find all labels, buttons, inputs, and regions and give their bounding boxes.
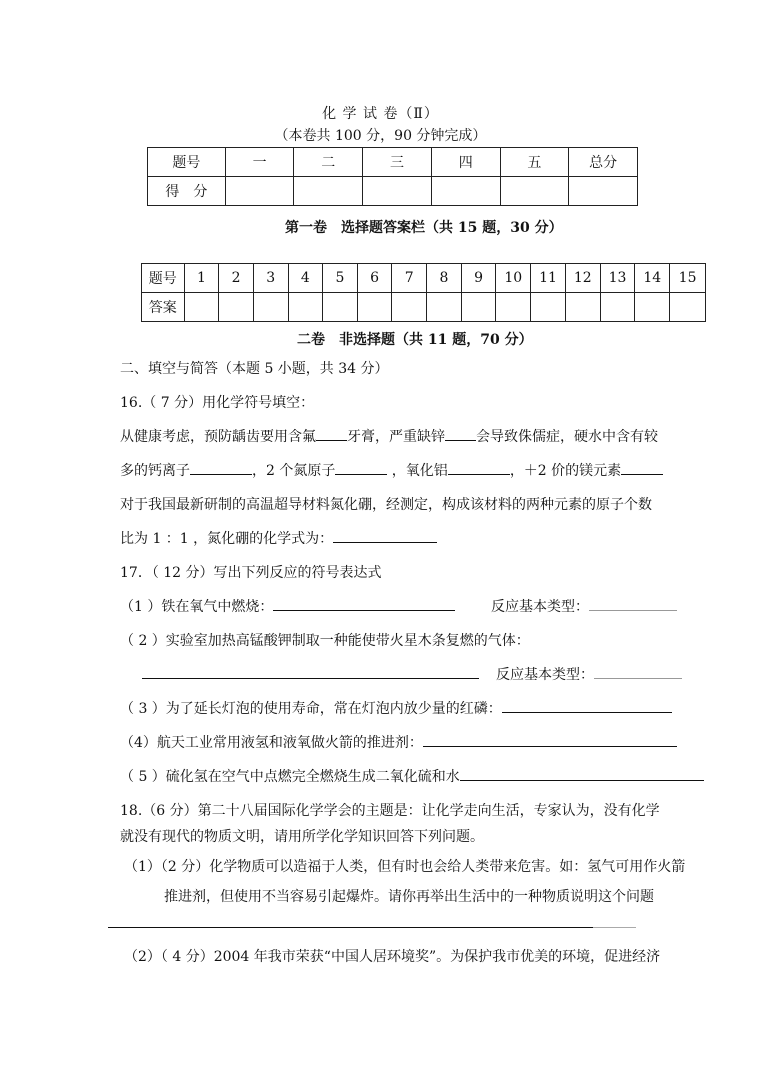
q16-line3: 对于我国最新研制的高温超导材料氮化硼，经测定，构成该材料的两种元素的原子个数 [120, 497, 652, 513]
q17-text: （4）航天工业常用液氢和液氧做火箭的推进剂： [120, 735, 423, 751]
q16-blank-zinc[interactable] [445, 426, 476, 441]
score-cell[interactable] [363, 177, 432, 206]
q17-type-blank-1[interactable] [589, 596, 677, 611]
q16-blank-calcium-ion[interactable] [190, 460, 252, 475]
score-header-label: 题号 [148, 148, 226, 177]
score-header-1: 一 [225, 148, 294, 177]
reaction-type-label: 反应基本类型： [496, 667, 594, 683]
answer-cell[interactable] [357, 293, 392, 322]
q18-line1: 18.（6 分）第二十八届国际化学学会的主题是：让化学走向生活，专家认为，没有化学 [120, 803, 660, 819]
answer-cell[interactable] [253, 293, 288, 322]
q17-part4 [120, 732, 677, 752]
answer-table [141, 263, 706, 322]
q17-blank-3[interactable] [502, 698, 672, 713]
q17-part5 [120, 766, 704, 786]
question-number: 9 [461, 264, 496, 293]
question-number: 14 [635, 264, 670, 293]
question-number: 6 [357, 264, 392, 293]
q16-text: 会导致侏儒症，硬水中含有较 [476, 429, 658, 445]
q17-text: （ 3 ）为了延长灯泡的使用寿命，常在灯泡内放少量的红磷： [120, 701, 502, 717]
score-row-label: 得 分 [148, 177, 226, 206]
answer-cell[interactable] [323, 293, 358, 322]
answer-cell[interactable] [392, 293, 427, 322]
q16-blank-fluorine[interactable] [316, 426, 347, 441]
q16-text: 比为 1 ：1 ，氮化硼的化学式为： [120, 531, 334, 547]
answer-cell[interactable] [461, 293, 496, 322]
q16-blank-magnesium[interactable] [621, 460, 663, 475]
question-number: 15 [670, 264, 706, 293]
question-number: 1 [184, 264, 219, 293]
question-number: 13 [600, 264, 635, 293]
q18-sub2-line1: （2）（ 4 分）2004 年我市荣获“中国人居环境奖”。为保护我市优美的环境，促进经济 [124, 949, 661, 965]
answer-row-label-number: 题号 [142, 264, 185, 293]
answer-cell[interactable] [600, 293, 635, 322]
score-header-total: 总分 [569, 148, 638, 177]
q16-text: ，＋2 价的镁元素 [509, 463, 622, 479]
question-number: 2 [219, 264, 254, 293]
question-number: 5 [323, 264, 358, 293]
answer-cell[interactable] [496, 293, 531, 322]
q16-text: 牙膏，严重缺锌 [347, 429, 445, 445]
question-number: 10 [496, 264, 531, 293]
score-header-5: 五 [500, 148, 569, 177]
q16-text: 从健康考虑，预防龋齿要用含氟 [120, 429, 316, 445]
q17-blank-2[interactable] [142, 664, 479, 679]
answer-row-label: 答案 [142, 293, 185, 322]
score-cell[interactable] [431, 177, 500, 206]
q18-sub1-line1: （1）（2 分）化学物质可以造福于人类，但有时也会给人类带来危害。如：氢气可用作火箭 [124, 859, 686, 875]
q16-text: ，氧化铝 [387, 463, 448, 479]
q17-blank-5[interactable] [460, 766, 704, 781]
q16-line1 [120, 426, 658, 446]
section2-title: 二卷 非选择题（共 11 题，70 分） [297, 332, 533, 348]
q16-line2 [120, 460, 663, 480]
question-number: 11 [531, 264, 566, 293]
q17-type2 [496, 664, 682, 684]
score-cell[interactable] [569, 177, 638, 206]
reaction-type-label: 反应基本类型： [491, 599, 589, 615]
question-number: 12 [565, 264, 600, 293]
score-header-3: 三 [363, 148, 432, 177]
q17-type1 [491, 596, 677, 616]
question-number: 3 [253, 264, 288, 293]
answer-cell[interactable] [427, 293, 462, 322]
score-table [147, 147, 638, 206]
answer-cell[interactable] [184, 293, 219, 322]
q16-blank-formula[interactable] [333, 528, 437, 543]
q16-line4 [120, 528, 437, 548]
q16-blank-alumina[interactable] [448, 460, 510, 475]
q17-part2: （ 2 ）实验室加热高锰酸钾制取一种能使带火星木条复燃的气体： [120, 633, 530, 649]
q17-blank-1[interactable] [273, 596, 455, 611]
q17-type-blank-2[interactable] [594, 664, 682, 679]
question-number: 4 [288, 264, 323, 293]
q17-blank-4[interactable] [423, 732, 677, 747]
q18-sub1-line2: 推进剂，但使用不当容易引起爆炸。请你再举出生活中的一种物质说明这个问题 [164, 889, 654, 905]
q18-line2: 就没有现代的物质文明，请用所学化学知识回答下列问题。 [120, 829, 484, 845]
q16-stem: 16.（ 7 分）用化学符号填空： [120, 395, 315, 411]
question-number: 7 [392, 264, 427, 293]
answer-cell[interactable] [288, 293, 323, 322]
score-cell[interactable] [294, 177, 363, 206]
q18-sub1-answer-line[interactable] [108, 912, 636, 928]
score-cell[interactable] [225, 177, 294, 206]
answer-cell[interactable] [531, 293, 566, 322]
answer-cell[interactable] [219, 293, 254, 322]
q17-part3 [120, 698, 672, 718]
q17-part1 [120, 596, 455, 616]
answer-cell[interactable] [670, 293, 706, 322]
question-number: 8 [427, 264, 462, 293]
exam-subtitle: （本卷共 100 分，90 分钟完成） [274, 128, 487, 144]
q17-text: （1 ）铁在氧气中燃烧： [120, 599, 274, 615]
score-cell[interactable] [500, 177, 569, 206]
exam-title: 化 学 试 卷（Ⅱ） [322, 106, 439, 122]
answer-cell[interactable] [635, 293, 670, 322]
q17-stem: 17．（ 12 分）写出下列反应的符号表达式 [120, 565, 382, 581]
answer-cell[interactable] [565, 293, 600, 322]
section1-title: 第一卷 选择题答案栏（共 15 题，30 分） [285, 220, 563, 236]
q16-text: 多的钙离子 [120, 463, 190, 479]
q16-text: ，2 个氮原子 [252, 463, 336, 479]
score-header-2: 二 [294, 148, 363, 177]
q17-text: （ 5 ）硫化氢在空气中点燃完全燃烧生成二氧化硫和水 [120, 769, 460, 785]
score-header-4: 四 [431, 148, 500, 177]
q16-blank-nitrogen-atoms[interactable] [335, 460, 387, 475]
q17-part2-answer [142, 664, 479, 683]
part2-heading: 二、填空与简答（本题 5 小题，共 34 分） [120, 361, 389, 377]
